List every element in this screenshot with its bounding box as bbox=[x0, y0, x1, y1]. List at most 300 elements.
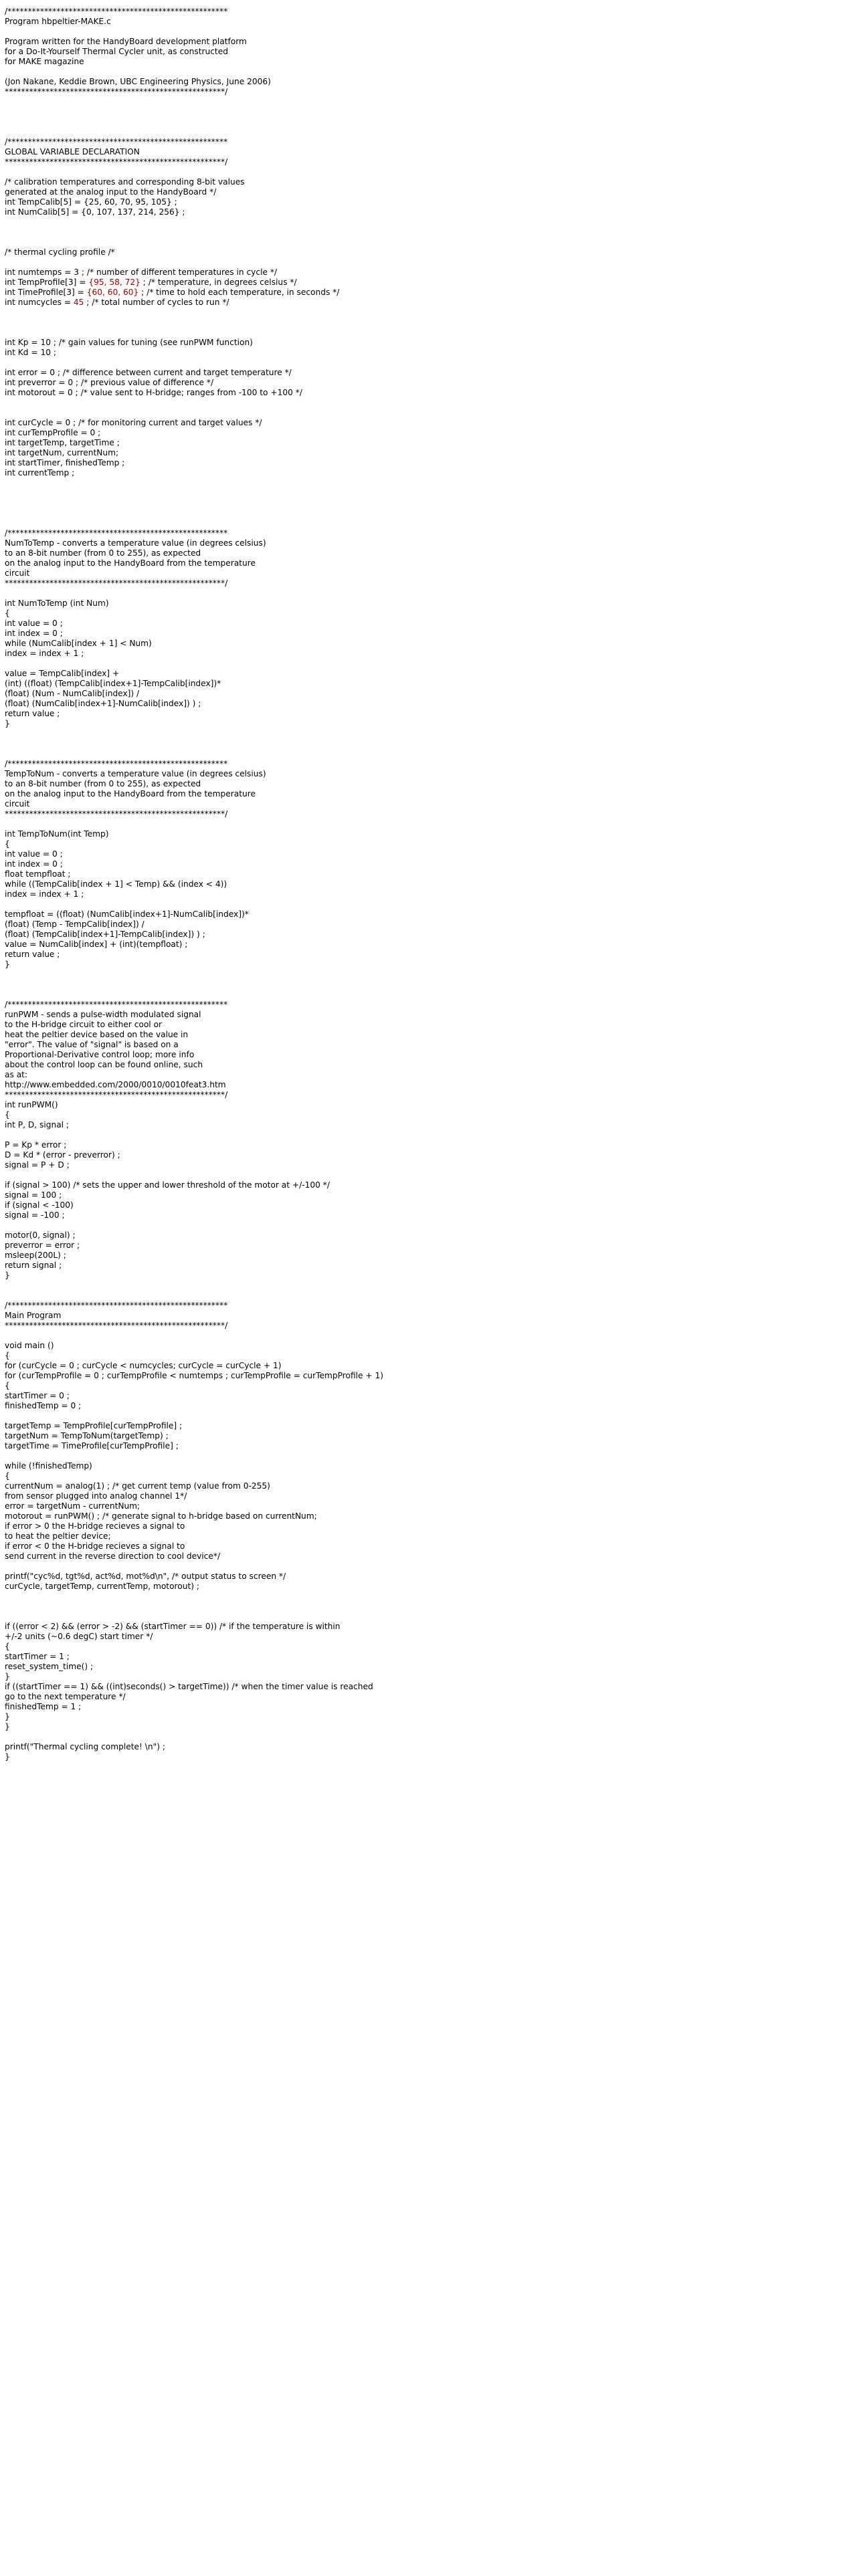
code-text: if (signal < -100) bbox=[5, 1200, 74, 1210]
code-line bbox=[5, 67, 854, 77]
code-line bbox=[5, 940, 854, 950]
code-line bbox=[5, 1652, 854, 1662]
code-line bbox=[5, 1642, 854, 1652]
code-text: signal = -100 ; bbox=[5, 1210, 65, 1220]
code-line bbox=[5, 1541, 854, 1551]
code-line bbox=[5, 1271, 854, 1281]
code-text: int currentTemp ; bbox=[5, 468, 75, 477]
code-line bbox=[5, 1562, 854, 1572]
code-line bbox=[5, 1692, 854, 1702]
code-line bbox=[5, 448, 854, 458]
code-text: int Kp = 10 ; /* gain values for tuning (see runPWM function) bbox=[5, 338, 253, 347]
code-text: } bbox=[5, 1672, 10, 1681]
code-text: int index = 0 ; bbox=[5, 629, 63, 638]
code-text: void main () bbox=[5, 1341, 54, 1350]
code-text: int targetNum, currentNum; bbox=[5, 448, 119, 457]
code-text: "error". The value of "signal" is based on a bbox=[5, 1040, 179, 1049]
code-text: tempfloat = ((float) (NumCalib[index+1]-NumCalib[index])* bbox=[5, 909, 249, 919]
code-line bbox=[5, 829, 854, 839]
code-text: if error < 0 the H-bridge recieves a signal to bbox=[5, 1541, 185, 1551]
code-text: NumToTemp - converts a temperature value (in degrees celsius) bbox=[5, 538, 266, 548]
code-text: startTimer = 0 ; bbox=[5, 1391, 70, 1400]
code-line bbox=[5, 1742, 854, 1752]
code-line bbox=[5, 1210, 854, 1220]
code-line bbox=[5, 970, 854, 980]
code-line bbox=[5, 1531, 854, 1541]
code-text: return value ; bbox=[5, 709, 60, 718]
code-text: printf("cyc%d, tgt%d, act%d, mot%d\n", /* output status to screen */ bbox=[5, 1572, 286, 1581]
code-text: ; /* total number of cycles to run */ bbox=[84, 298, 229, 307]
highlighted-value: {95, 58, 72} bbox=[88, 278, 140, 287]
code-line bbox=[5, 358, 854, 368]
code-line bbox=[5, 257, 854, 267]
code-line bbox=[5, 368, 854, 378]
code-text: targetNum = TempToNum(targetTemp) ; bbox=[5, 1431, 169, 1440]
code-line bbox=[5, 1722, 854, 1732]
code-text: int index = 0 ; bbox=[5, 859, 63, 869]
code-text: } bbox=[5, 1271, 10, 1280]
code-line bbox=[5, 689, 854, 699]
code-text: motor(0, signal) ; bbox=[5, 1230, 76, 1240]
code-text: int error = 0 ; /* difference between current and target temperature */ bbox=[5, 368, 292, 377]
code-line bbox=[5, 1371, 854, 1381]
code-text: int NumCalib[5] = {0, 107, 137, 214, 256} ; bbox=[5, 207, 185, 217]
code-text: generated at the analog input to the HandyBoard */ bbox=[5, 187, 217, 197]
code-line bbox=[5, 288, 854, 298]
code-text: signal = 100 ; bbox=[5, 1190, 62, 1200]
code-line bbox=[5, 508, 854, 518]
code-text: if ((startTimer == 1) && ((int)seconds() > targetTime)) /* when the timer value is reached bbox=[5, 1682, 373, 1691]
code-line bbox=[5, 1361, 854, 1371]
code-text: index = index + 1 ; bbox=[5, 889, 84, 899]
code-text: int targetTemp, targetTime ; bbox=[5, 438, 120, 447]
code-line bbox=[5, 1421, 854, 1431]
code-text: /****************************************************** bbox=[5, 528, 228, 538]
code-line bbox=[5, 1441, 854, 1451]
code-line bbox=[5, 197, 854, 207]
code-text: GLOBAL VARIABLE DECLARATION bbox=[5, 147, 140, 156]
code-text: int value = 0 ; bbox=[5, 619, 63, 628]
code-text: } bbox=[5, 960, 10, 969]
code-text: { bbox=[5, 609, 10, 618]
code-line bbox=[5, 889, 854, 899]
code-line bbox=[5, 1602, 854, 1612]
code-line bbox=[5, 167, 854, 177]
code-text: Proportional-Derivative control loop; more info bbox=[5, 1050, 195, 1059]
code-text: while (NumCalib[index + 1] < Num) bbox=[5, 639, 152, 648]
code-text: value = TempCalib[index] + bbox=[5, 669, 120, 678]
code-text: TempToNum - converts a temperature value (in degrees celsius) bbox=[5, 769, 266, 778]
code-text: int startTimer, finishedTemp ; bbox=[5, 458, 125, 467]
code-text: targetTime = TimeProfile[curTempProfile] ; bbox=[5, 1441, 179, 1451]
code-line bbox=[5, 267, 854, 278]
code-text: int curTempProfile = 0 ; bbox=[5, 428, 101, 437]
code-text: for MAKE magazine bbox=[5, 57, 84, 66]
code-line bbox=[5, 338, 854, 348]
code-line bbox=[5, 1090, 854, 1100]
code-line bbox=[5, 47, 854, 57]
code-line bbox=[5, 769, 854, 779]
code-line bbox=[5, 879, 854, 889]
code-line bbox=[5, 1471, 854, 1481]
code-text: to heat the peltier device; bbox=[5, 1531, 111, 1541]
code-line bbox=[5, 1451, 854, 1461]
code-text: (Jon Nakane, Keddie Brown, UBC Engineering Physics, June 2006) bbox=[5, 77, 271, 86]
code-text: int runPWM() bbox=[5, 1100, 58, 1109]
code-text: int TempProfile[3] = bbox=[5, 278, 89, 287]
code-text: /****************************************************** bbox=[5, 1000, 228, 1009]
code-line bbox=[5, 1070, 854, 1080]
code-line bbox=[5, 1351, 854, 1361]
code-text: if ((error < 2) && (error > -2) && (startTimer == 0)) /* if the temperature is within bbox=[5, 1622, 341, 1631]
code-line bbox=[5, 1752, 854, 1762]
code-line bbox=[5, 920, 854, 930]
code-text: ; /* temperature, in degrees celsius */ bbox=[140, 278, 297, 287]
code-line bbox=[5, 97, 854, 107]
code-line bbox=[5, 719, 854, 729]
code-text: for (curTempProfile = 0 ; curTempProfile < numtemps ; curTempProfile = curTempProfile + 1) bbox=[5, 1371, 383, 1380]
code-line bbox=[5, 1170, 854, 1180]
code-text: reset_system_time() ; bbox=[5, 1662, 94, 1671]
code-line bbox=[5, 127, 854, 137]
code-text: } bbox=[5, 1752, 10, 1761]
code-line bbox=[5, 428, 854, 438]
code-line bbox=[5, 237, 854, 247]
code-line bbox=[5, 318, 854, 328]
code-line bbox=[5, 819, 854, 829]
code-line bbox=[5, 478, 854, 488]
code-text: float tempfloat ; bbox=[5, 869, 71, 879]
code-line bbox=[5, 528, 854, 538]
code-text: signal = P + D ; bbox=[5, 1160, 70, 1170]
code-text: int motorout = 0 ; /* value sent to H-bridge; ranges from -100 to +100 */ bbox=[5, 388, 302, 397]
code-line bbox=[5, 538, 854, 548]
code-line bbox=[5, 1110, 854, 1120]
code-line bbox=[5, 298, 854, 308]
code-line bbox=[5, 7, 854, 17]
code-line bbox=[5, 799, 854, 809]
code-text: while ((TempCalib[index + 1] < Temp) && (index < 4)) bbox=[5, 879, 227, 889]
code-line bbox=[5, 1702, 854, 1712]
code-text: return value ; bbox=[5, 950, 60, 959]
code-line bbox=[5, 679, 854, 689]
code-text: printf("Thermal cycling complete! \n") ; bbox=[5, 1742, 165, 1751]
code-line bbox=[5, 1241, 854, 1251]
code-text: +/-2 units (~0.6 degC) start timer */ bbox=[5, 1632, 153, 1641]
code-text: finishedTemp = 0 ; bbox=[5, 1401, 82, 1410]
code-line bbox=[5, 37, 854, 47]
code-text: msleep(200L) ; bbox=[5, 1251, 66, 1260]
code-line bbox=[5, 869, 854, 879]
code-text: if error > 0 the H-bridge recieves a signal to bbox=[5, 1521, 185, 1531]
code-line bbox=[5, 107, 854, 117]
code-line bbox=[5, 729, 854, 739]
code-line bbox=[5, 578, 854, 588]
code-line bbox=[5, 1582, 854, 1592]
code-line bbox=[5, 629, 854, 639]
code-line bbox=[5, 1130, 854, 1140]
code-text: P = Kp * error ; bbox=[5, 1140, 67, 1150]
code-line bbox=[5, 17, 854, 27]
code-line bbox=[5, 789, 854, 799]
code-line bbox=[5, 1521, 854, 1531]
code-text: int P, D, signal ; bbox=[5, 1120, 70, 1130]
code-line bbox=[5, 57, 854, 67]
code-line bbox=[5, 659, 854, 669]
code-line bbox=[5, 980, 854, 990]
code-line bbox=[5, 117, 854, 127]
code-text: motorout = runPWM() ; /* generate signal to h-bridge based on currentNum; bbox=[5, 1511, 317, 1521]
code-line bbox=[5, 1010, 854, 1020]
code-line bbox=[5, 348, 854, 358]
code-line bbox=[5, 739, 854, 749]
code-line bbox=[5, 1321, 854, 1331]
code-line bbox=[5, 649, 854, 659]
code-line bbox=[5, 1291, 854, 1301]
code-text: (float) (Num - NumCalib[index]) / bbox=[5, 689, 140, 698]
code-line bbox=[5, 588, 854, 599]
code-text: /****************************************************** bbox=[5, 7, 228, 16]
code-line bbox=[5, 1150, 854, 1160]
code-line bbox=[5, 87, 854, 97]
code-line bbox=[5, 1120, 854, 1130]
code-line bbox=[5, 619, 854, 629]
code-line bbox=[5, 930, 854, 940]
code-line bbox=[5, 1060, 854, 1070]
code-text: int TempCalib[5] = {25, 60, 70, 95, 105} ; bbox=[5, 197, 177, 207]
code-line bbox=[5, 398, 854, 408]
code-line bbox=[5, 1301, 854, 1311]
code-text: on the analog input to the HandyBoard from the temperature bbox=[5, 558, 256, 568]
code-line bbox=[5, 1190, 854, 1200]
code-line bbox=[5, 1612, 854, 1622]
code-text: to an 8-bit number (from 0 to 255), as expected bbox=[5, 548, 201, 558]
code-line bbox=[5, 227, 854, 237]
code-text: } bbox=[5, 719, 10, 728]
code-line bbox=[5, 1261, 854, 1271]
code-text: finishedTemp = 1 ; bbox=[5, 1702, 82, 1711]
code-line bbox=[5, 849, 854, 859]
code-line bbox=[5, 1622, 854, 1632]
code-text: heat the peltier device based on the value in bbox=[5, 1030, 189, 1039]
code-text: value = NumCalib[index] + (int)(tempfloat) ; bbox=[5, 940, 188, 949]
code-text: ******************************************************/ bbox=[5, 809, 228, 819]
code-line bbox=[5, 809, 854, 819]
code-line bbox=[5, 518, 854, 528]
code-line bbox=[5, 1040, 854, 1050]
code-line bbox=[5, 548, 854, 558]
code-line bbox=[5, 1391, 854, 1401]
code-line bbox=[5, 899, 854, 909]
code-text: ******************************************************/ bbox=[5, 578, 228, 588]
code-line bbox=[5, 1501, 854, 1511]
code-text: /* thermal cycling profile /* bbox=[5, 247, 115, 257]
code-text: startTimer = 1 ; bbox=[5, 1652, 70, 1661]
code-text: circuit bbox=[5, 568, 30, 578]
code-line bbox=[5, 1100, 854, 1110]
code-line bbox=[5, 278, 854, 288]
code-line bbox=[5, 1381, 854, 1391]
code-line bbox=[5, 247, 854, 257]
code-line bbox=[5, 187, 854, 197]
code-line bbox=[5, 859, 854, 869]
code-line bbox=[5, 609, 854, 619]
code-line bbox=[5, 639, 854, 649]
code-text: as at: bbox=[5, 1070, 28, 1079]
code-text: { bbox=[5, 1381, 10, 1390]
code-text: ******************************************************/ bbox=[5, 87, 228, 96]
code-line bbox=[5, 1341, 854, 1351]
code-line bbox=[5, 388, 854, 398]
code-line bbox=[5, 1080, 854, 1090]
code-text: to an 8-bit number (from 0 to 255), as expected bbox=[5, 779, 201, 788]
code-text: (float) (TempCalib[index+1]-TempCalib[index]) ) ; bbox=[5, 930, 205, 939]
code-line bbox=[5, 1331, 854, 1341]
code-text: ******************************************************/ bbox=[5, 157, 228, 167]
code-line bbox=[5, 308, 854, 318]
highlighted-value: {60, 60, 60} bbox=[86, 288, 139, 297]
code-line bbox=[5, 408, 854, 418]
code-text: curCycle, targetTemp, currentTemp, motorout) ; bbox=[5, 1582, 199, 1591]
code-text: (float) (NumCalib[index+1]-NumCalib[index]) ) ; bbox=[5, 699, 201, 708]
code-line bbox=[5, 1431, 854, 1441]
code-text: to the H-bridge circuit to either cool or bbox=[5, 1020, 163, 1029]
code-line bbox=[5, 418, 854, 428]
source-code-listing bbox=[5, 7, 854, 1762]
code-line bbox=[5, 568, 854, 578]
code-text: http://www.embedded.com/2000/0010/0010feat3.htm bbox=[5, 1080, 226, 1089]
code-text: int numcycles = bbox=[5, 298, 74, 307]
code-line bbox=[5, 207, 854, 217]
code-line bbox=[5, 468, 854, 478]
code-line bbox=[5, 1401, 854, 1411]
code-line bbox=[5, 1311, 854, 1321]
code-line bbox=[5, 1140, 854, 1150]
code-line bbox=[5, 1491, 854, 1501]
code-line bbox=[5, 709, 854, 719]
code-line bbox=[5, 1632, 854, 1642]
code-text: { bbox=[5, 1110, 10, 1119]
code-text: from sensor plugged into analog channel 1*/ bbox=[5, 1491, 187, 1501]
code-text: int value = 0 ; bbox=[5, 849, 63, 859]
code-line bbox=[5, 749, 854, 759]
code-line bbox=[5, 1251, 854, 1261]
code-line bbox=[5, 1481, 854, 1491]
code-text: error = targetNum - currentNum; bbox=[5, 1501, 140, 1511]
code-text: { bbox=[5, 1642, 10, 1651]
code-line bbox=[5, 217, 854, 227]
code-text: for (curCycle = 0 ; curCycle < numcycles; curCycle = curCycle + 1) bbox=[5, 1361, 282, 1370]
code-line bbox=[5, 558, 854, 568]
code-line bbox=[5, 498, 854, 508]
code-text: /* calibration temperatures and corresponding 8-bit values bbox=[5, 177, 245, 187]
code-line bbox=[5, 1592, 854, 1602]
code-line bbox=[5, 1180, 854, 1190]
code-text: runPWM - sends a pulse-width modulated signal bbox=[5, 1010, 201, 1019]
code-line bbox=[5, 1461, 854, 1471]
code-line bbox=[5, 1411, 854, 1421]
code-text: ******************************************************/ bbox=[5, 1090, 228, 1099]
code-line bbox=[5, 137, 854, 147]
code-text: about the control loop can be found online, such bbox=[5, 1060, 203, 1069]
code-text: Program hbpeltier-MAKE.c bbox=[5, 17, 111, 26]
code-line bbox=[5, 1732, 854, 1742]
code-text: ******************************************************/ bbox=[5, 1321, 228, 1330]
code-text: { bbox=[5, 1471, 10, 1481]
code-line bbox=[5, 147, 854, 157]
code-line bbox=[5, 990, 854, 1000]
code-text: Main Program bbox=[5, 1311, 62, 1320]
code-text: int TempToNum(int Temp) bbox=[5, 829, 109, 839]
code-text: int curCycle = 0 ; /* for monitoring current and target values */ bbox=[5, 418, 262, 427]
code-line bbox=[5, 1511, 854, 1521]
code-text: return signal ; bbox=[5, 1261, 62, 1270]
code-text: int Kd = 10 ; bbox=[5, 348, 56, 357]
code-text: index = index + 1 ; bbox=[5, 649, 84, 658]
code-line bbox=[5, 1230, 854, 1241]
code-text: send current in the reverse direction to cool device*/ bbox=[5, 1551, 221, 1561]
code-text: /****************************************************** bbox=[5, 137, 228, 146]
code-line bbox=[5, 699, 854, 709]
code-text: } bbox=[5, 1722, 10, 1731]
code-text: preverror = error ; bbox=[5, 1241, 80, 1250]
code-line bbox=[5, 779, 854, 789]
code-line bbox=[5, 759, 854, 769]
code-line bbox=[5, 157, 854, 167]
code-line bbox=[5, 438, 854, 448]
code-line bbox=[5, 1662, 854, 1672]
code-text: int NumToTemp (int Num) bbox=[5, 599, 109, 608]
code-text: { bbox=[5, 1351, 10, 1360]
code-text: on the analog input to the HandyBoard from the temperature bbox=[5, 789, 256, 798]
code-line bbox=[5, 1000, 854, 1010]
code-text: D = Kd * (error - preverror) ; bbox=[5, 1150, 120, 1160]
code-line bbox=[5, 1050, 854, 1060]
code-line bbox=[5, 1281, 854, 1291]
code-text: while (!finishedTemp) bbox=[5, 1461, 92, 1471]
code-text: go to the next temperature */ bbox=[5, 1692, 126, 1701]
code-text: Program written for the HandyBoard development platform bbox=[5, 37, 247, 46]
code-text: int TimeProfile[3] = bbox=[5, 288, 87, 297]
code-line bbox=[5, 1551, 854, 1562]
code-line bbox=[5, 77, 854, 87]
code-line bbox=[5, 328, 854, 338]
code-line bbox=[5, 1220, 854, 1230]
code-line bbox=[5, 839, 854, 849]
code-line bbox=[5, 669, 854, 679]
highlighted-value: 45 bbox=[73, 298, 84, 307]
code-text: int numtemps = 3 ; /* number of different temperatures in cycle */ bbox=[5, 267, 278, 277]
code-text: currentNum = analog(1) ; /* get current temp (value from 0-255) bbox=[5, 1481, 270, 1491]
code-line bbox=[5, 1572, 854, 1582]
code-line bbox=[5, 1030, 854, 1040]
code-line bbox=[5, 177, 854, 187]
code-text: { bbox=[5, 839, 10, 849]
code-text: int preverror = 0 ; /* previous value of difference */ bbox=[5, 378, 214, 387]
code-text: ; /* time to hold each temperature, in seconds */ bbox=[138, 288, 340, 297]
code-line bbox=[5, 960, 854, 970]
code-text: circuit bbox=[5, 799, 30, 809]
code-line bbox=[5, 1682, 854, 1692]
code-line bbox=[5, 1020, 854, 1030]
code-line bbox=[5, 1712, 854, 1722]
code-line bbox=[5, 458, 854, 468]
code-line bbox=[5, 488, 854, 498]
code-line bbox=[5, 950, 854, 960]
code-line bbox=[5, 378, 854, 388]
code-line bbox=[5, 1672, 854, 1682]
code-line bbox=[5, 1200, 854, 1210]
